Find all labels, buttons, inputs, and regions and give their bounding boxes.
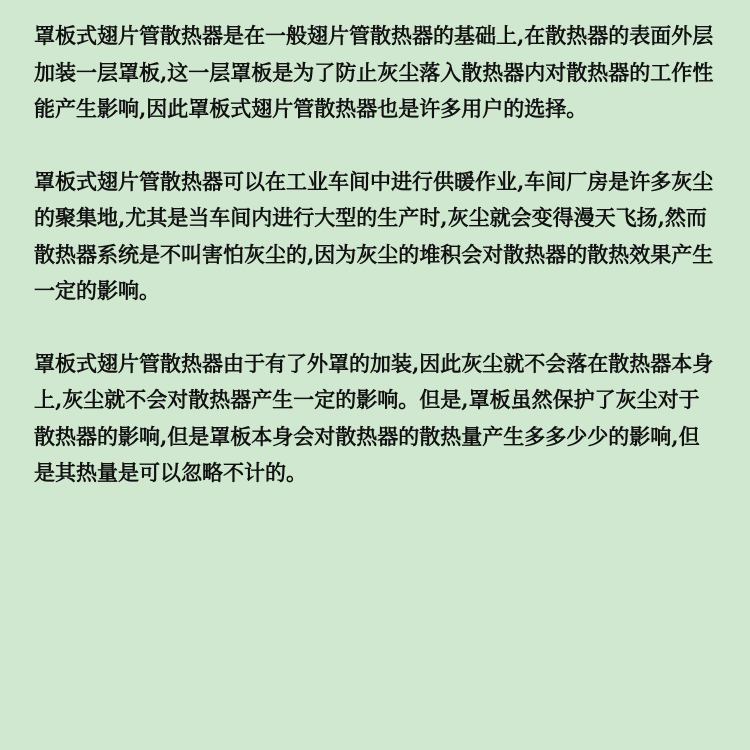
paragraph-2: 罩板式翅片管散热器可以在工业车间中进行供暖作业,车间厂房是许多灰尘的聚集地,尤其是当车间内进行大型的生产时,灰尘就会变得漫天飞扬,然而散热器系统是不叫害怕灰尘的,因为灰尘的堆积会对散热器的散热效果产生一定的影响。 [34, 168, 714, 303]
paragraph-1: 罩板式翅片管散热器是在一般翅片管散热器的基础上,在散热器的表面外层加装一层罩板,这一层罩板是为了防止灰尘落入散热器内对散热器的工作性能产生影响,因此罩板式翅片管散热器也是许多用户的选择。 [34, 23, 714, 121]
paragraph-3: 罩板式翅片管散热器由于有了外罩的加装,因此灰尘就不会落在散热器本身上,灰尘就不会对散热器产生一定的影响。但是,罩板虽然保护了灰尘对于散热器的影响,但是罩板本身会对散热器的散热量产生多多少少的影响,但是其热量是可以忽略不计的。 [34, 350, 714, 485]
